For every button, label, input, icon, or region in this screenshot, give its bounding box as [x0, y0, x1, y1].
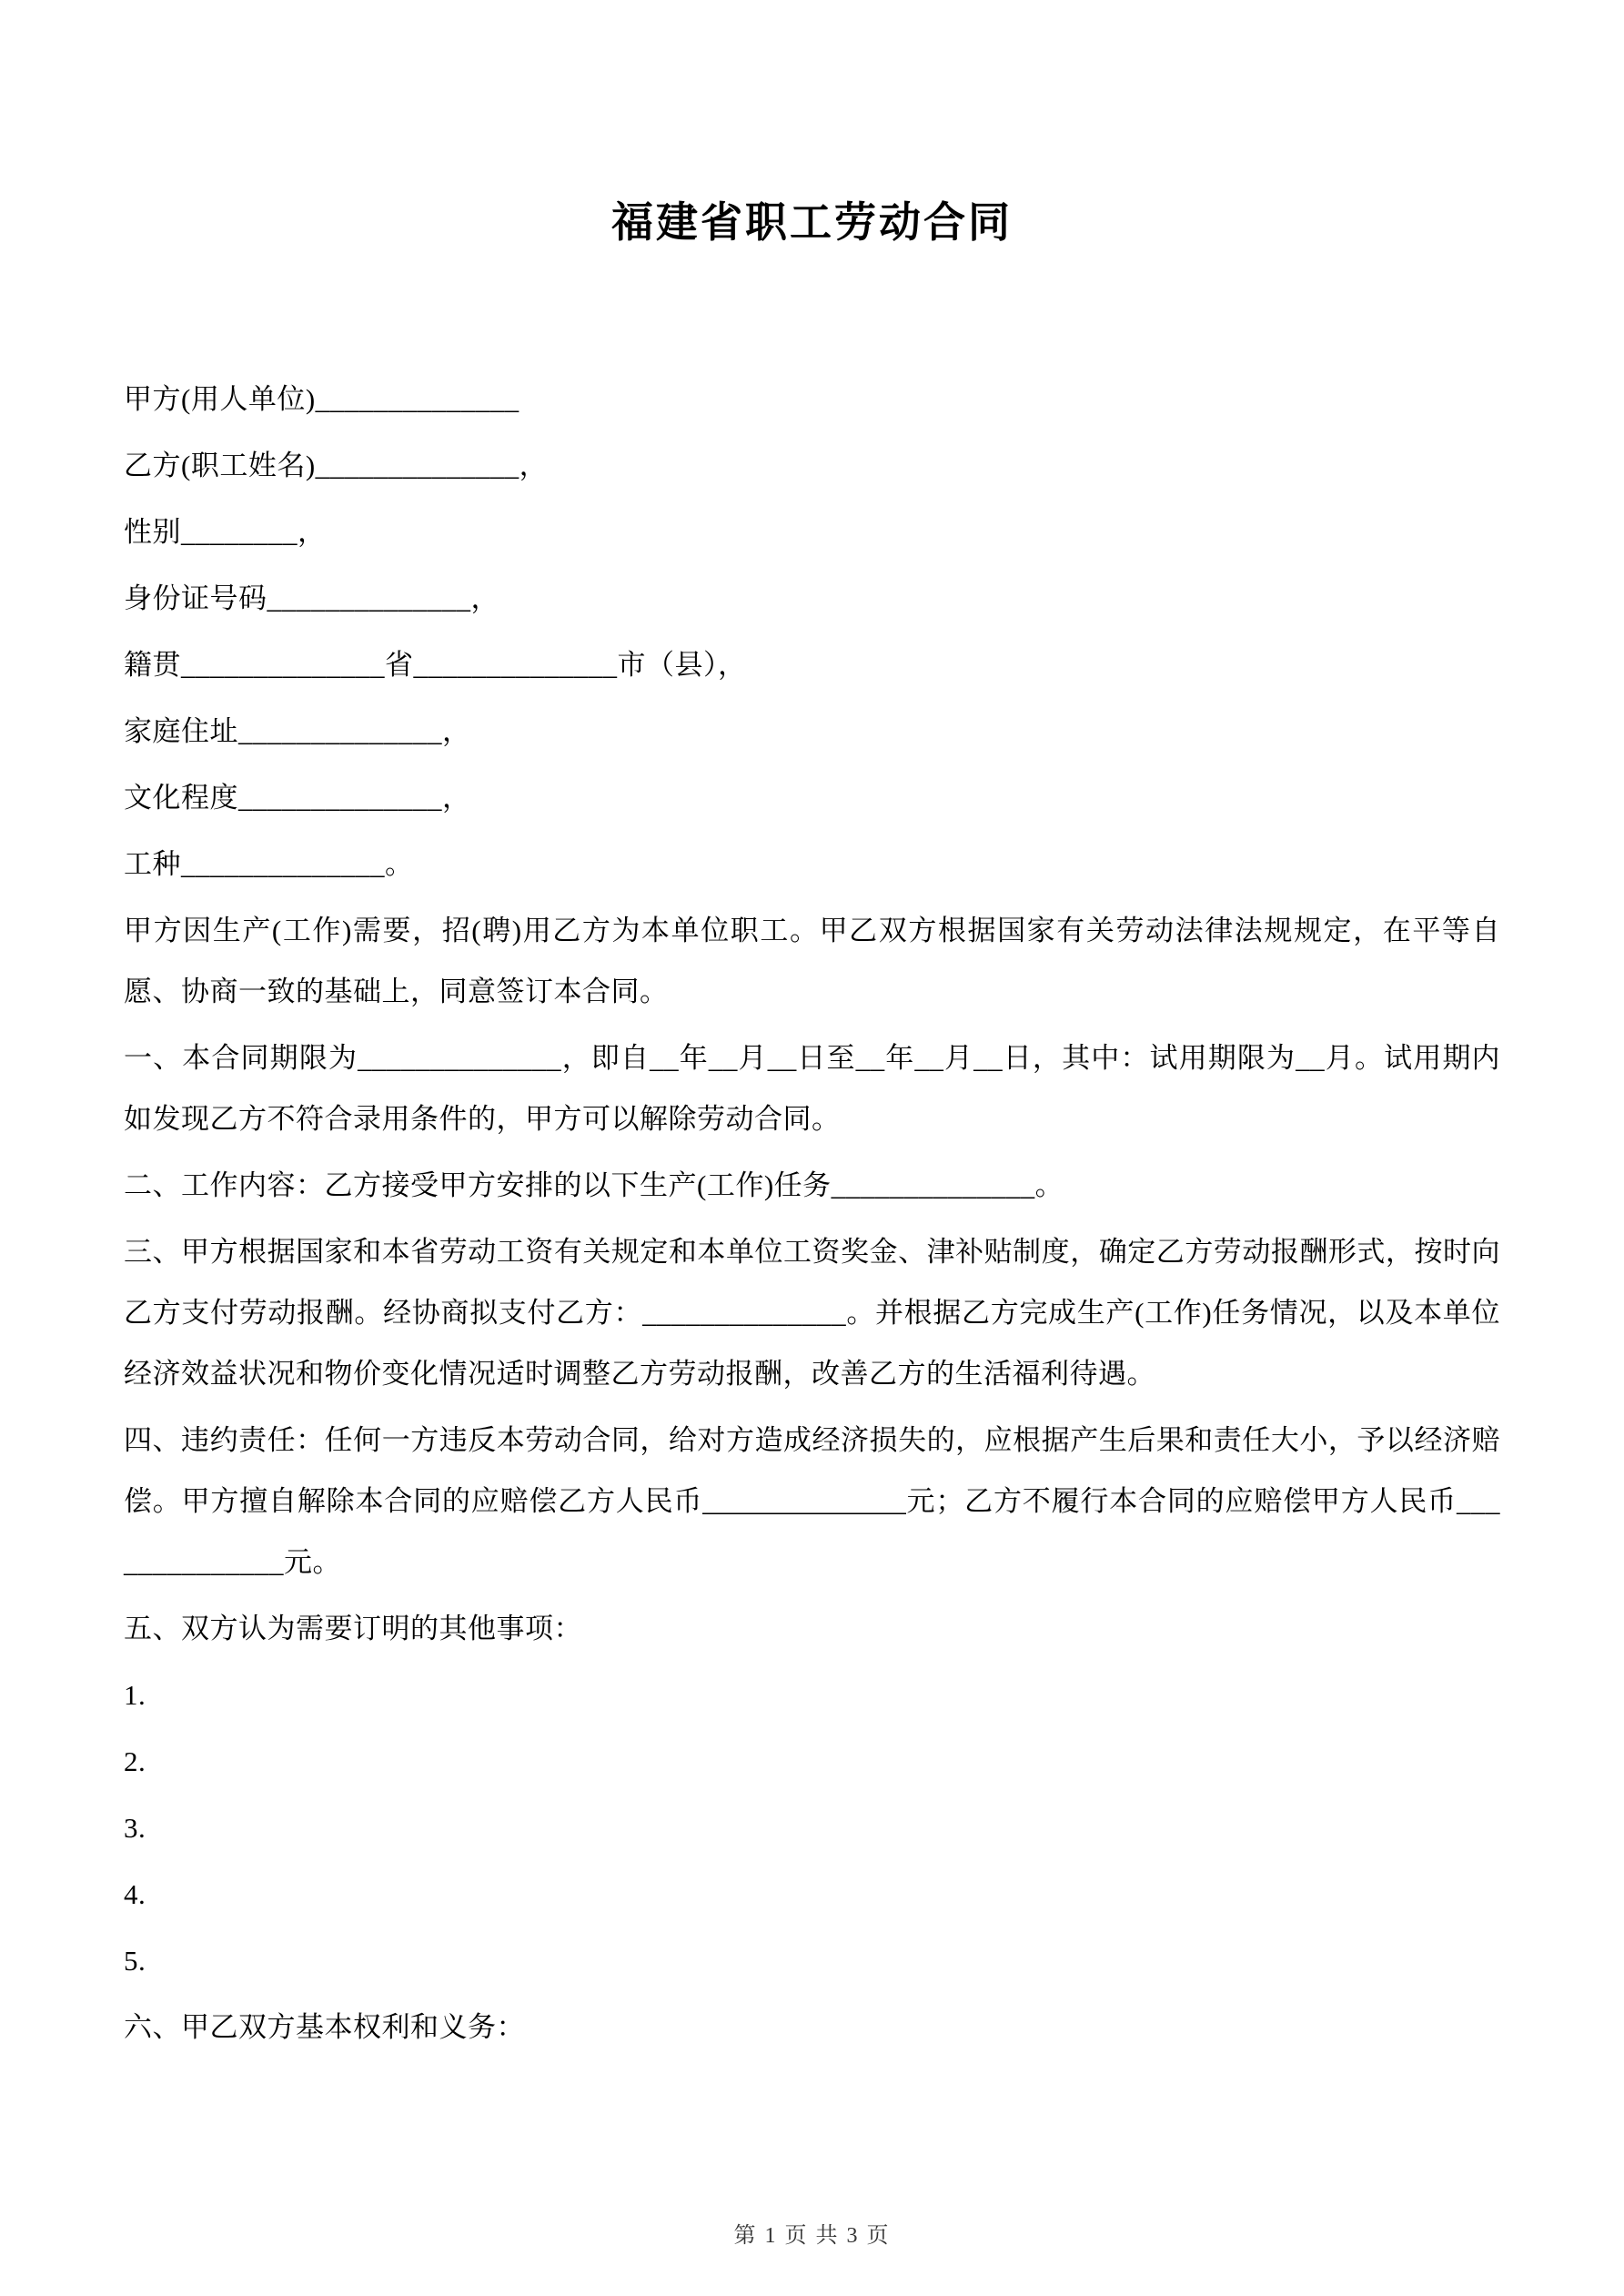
page-footer: 第 1 页 共 3 页 [733, 2224, 891, 2248]
clause-1-term: 一、本合同期限为______________，即自__年__月__日至__年__月__日，其中：试用期限为__月。试用期内如发现乙方不符合录用条件的，甲方可以解除劳动合同。 [124, 1042, 1500, 1135]
home-address-line: 家庭住址______________， [124, 715, 471, 747]
education-line: 文化程度______________， [124, 782, 471, 814]
id-number-line: 身份证号码______________， [124, 582, 499, 614]
clause-5-other-matters: 五、双方认为需要订明的其他事项： [124, 1613, 582, 1644]
clause-2-work-content: 二、工作内容：乙方接受甲方安排的以下生产(工作)任务______________。 [124, 1169, 1064, 1201]
gender-line: 性别________， [124, 516, 327, 548]
occupation-line: 工种______________。 [124, 848, 414, 880]
clause-3-remuneration: 三、甲方根据国家和本省劳动工资有关规定和本单位工资奖金、津补贴制度，确定乙方劳动报酬形式，按时向乙方支付劳动报酬。经协商拟支付乙方：______________。并根据乙方完成生产(工作)任务情况，以及本单位经济效益状况和物价变化情况适时调整乙方劳动报酬，改善乙方的生活福利待遇。 [124, 1236, 1500, 1390]
clause-6-rights-obligations: 六、甲乙双方基本权利和义务： [124, 2011, 525, 2043]
employee-line: 乙方(职工姓名)______________， [124, 450, 549, 481]
other-matter-item-5: 5. [124, 1945, 146, 1977]
other-matter-item-3: 3. [124, 1812, 146, 1844]
employer-line: 甲方(用人单位)______________ [124, 383, 519, 415]
other-matter-item-1: 1. [124, 1679, 146, 1711]
other-matter-item-4: 4. [124, 1878, 146, 1910]
native-place-line: 籍贯______________省______________市（县）， [124, 649, 747, 681]
other-matter-item-2: 2. [124, 1745, 146, 1777]
clause-4-breach-liability: 四、违约责任：任何一方违反本劳动合同，给对方造成经济损失的，应根据产生后果和责任大小，予以经济赔偿。甲方擅自解除本合同的应赔偿乙方人民币______________元；乙方不履行本合同的应赔偿甲方人民币______________元。 [124, 1424, 1500, 1578]
page-title: 福建省职工劳动合同 [611, 199, 1013, 246]
contract-body [124, 369, 1500, 2058]
preamble-paragraph: 甲方因生产(工作)需要，招(聘)用乙方为本单位职工。甲乙双方根据国家有关劳动法律法规规定，在平等自愿、协商一致的基础上，同意签订本合同。 [124, 915, 1500, 1007]
